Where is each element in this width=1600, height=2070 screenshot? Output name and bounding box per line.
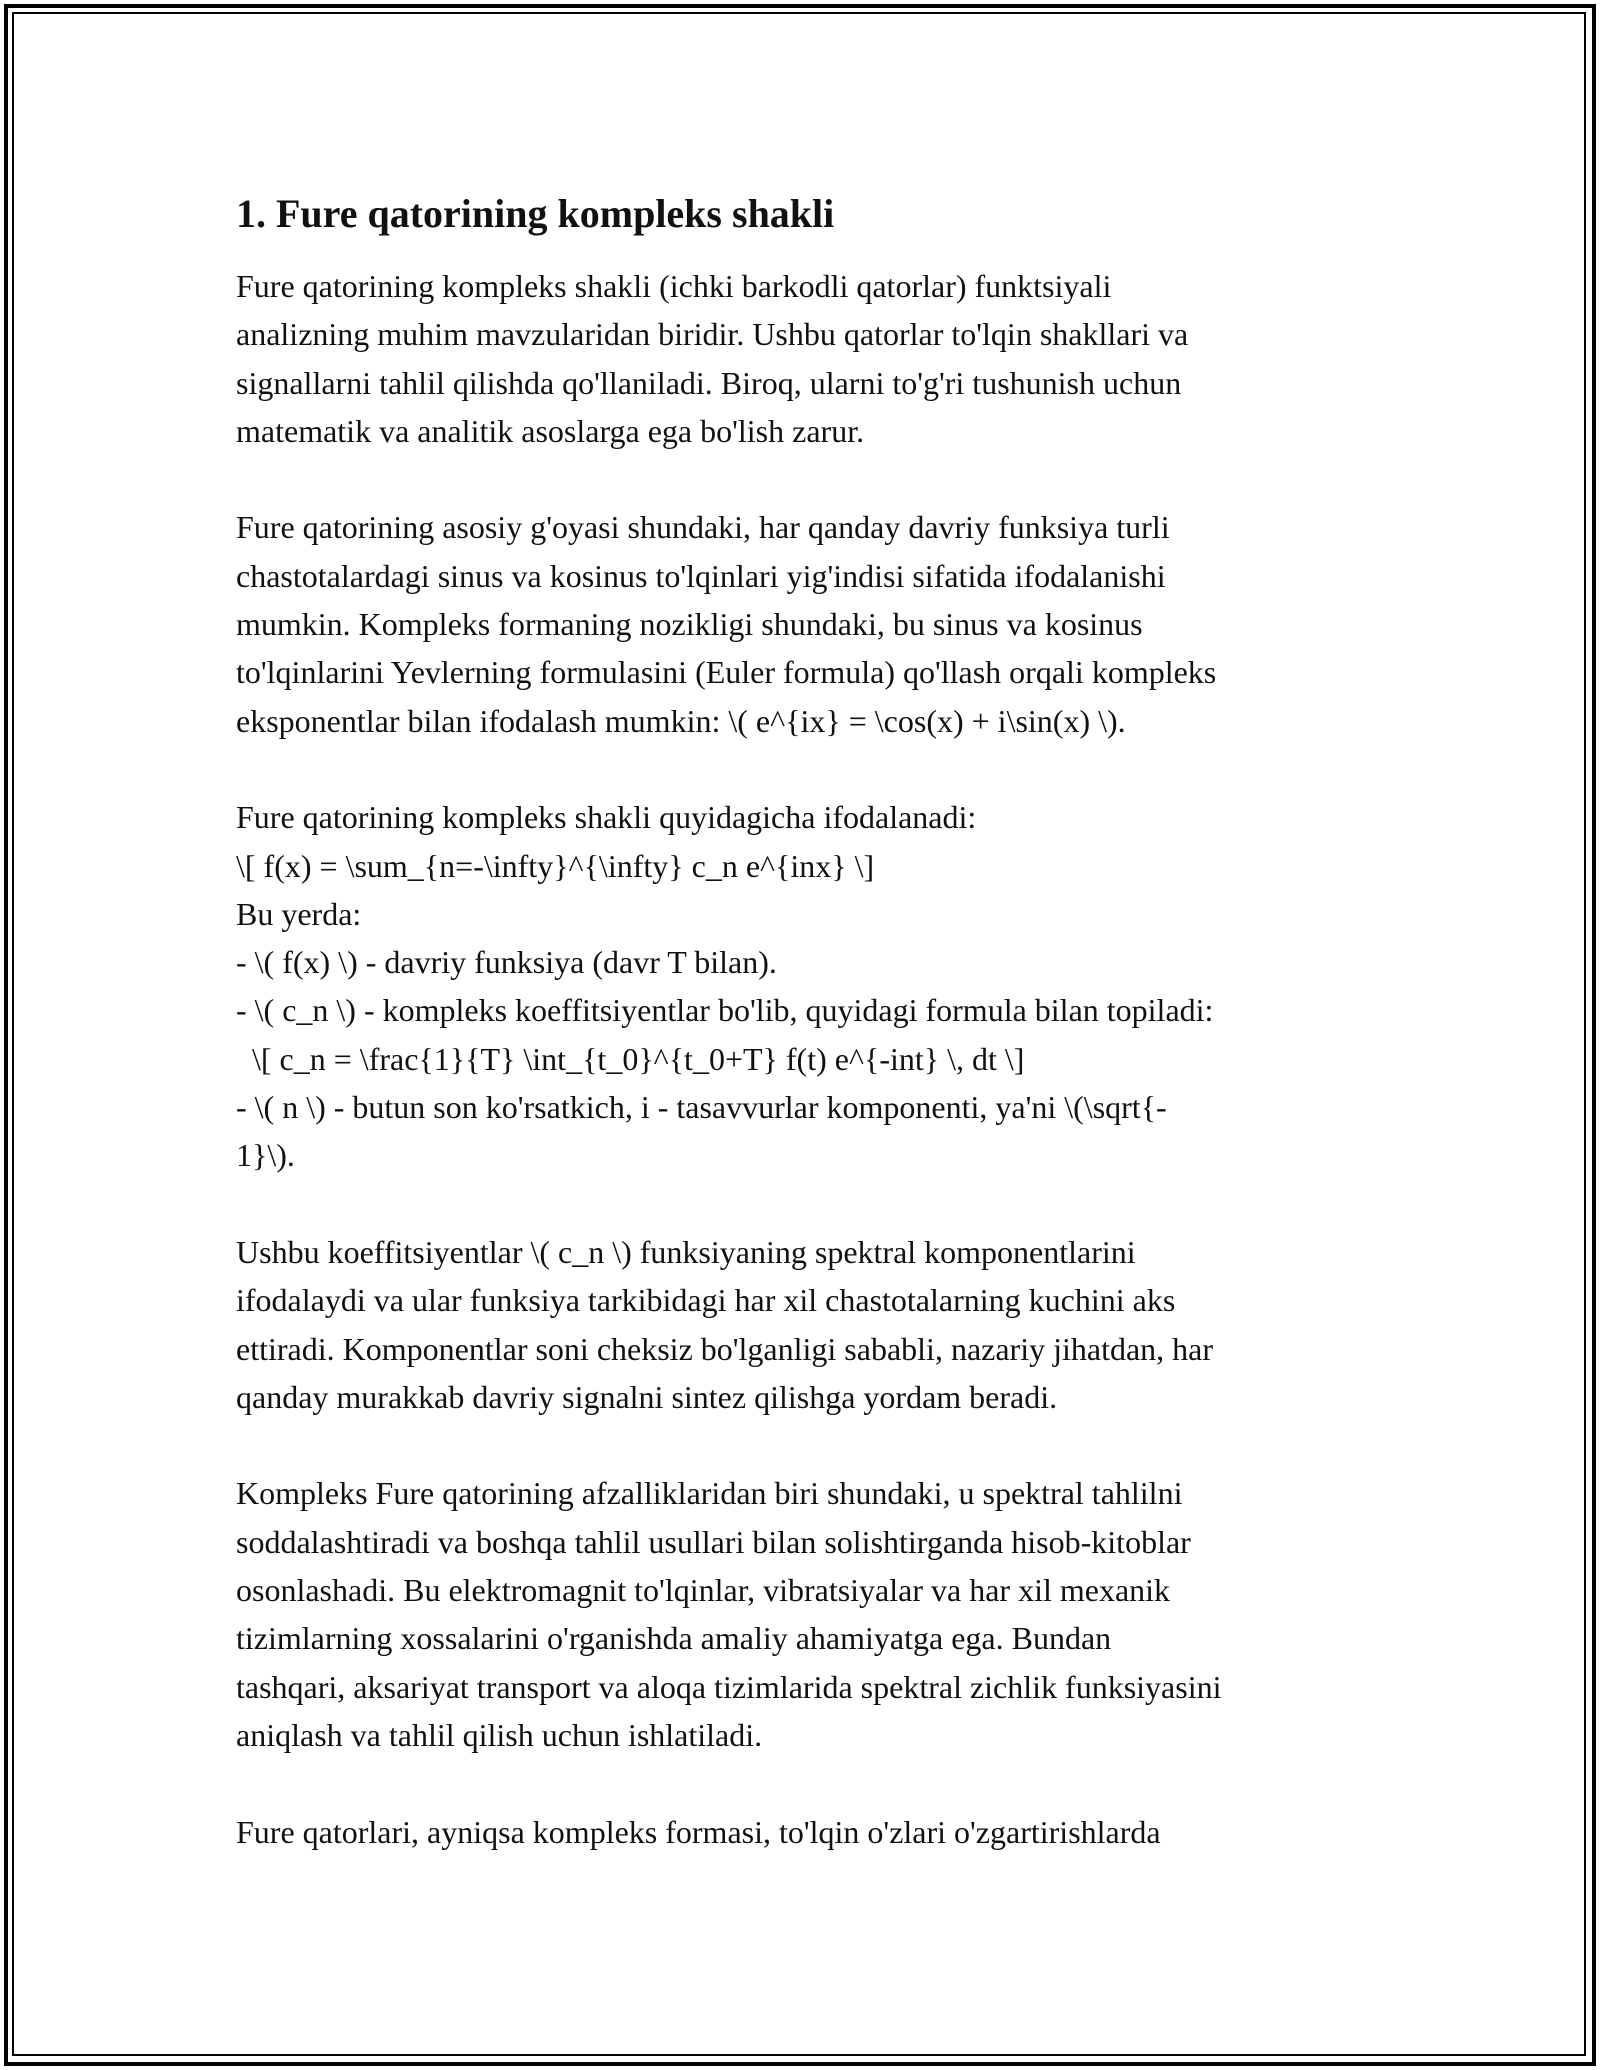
text-line: Ushbu koeffitsiyentlar \( c_n \) funksiyaning spektral komponentlarini: [236, 1233, 1136, 1270]
document-body: [236, 186, 1376, 1904]
euler-formula-line: eksponentlar bilan ifodalash mumkin: \( e^{ix} = \cos(x) + i\sin(x) \).: [236, 702, 1126, 739]
text-line: osonlashadi. Bu elektromagnit to'lqinlar, vibratsiyalar va har xil mexanik: [236, 1572, 1171, 1609]
text-line: signallarni tahlil qilishda qo'llaniladi. Biroq, ularni to'g'ri tushunish uchun: [236, 364, 1182, 401]
text-line: analizning muhim mavzularidan biridir. Ushbu qatorlar to'lqin shakllari va: [236, 316, 1189, 353]
text-line: tizimlarning xossalarini o'rganishda amaliy ahamiyatga ega. Bundan: [236, 1620, 1112, 1657]
text-line: Fure qatorining kompleks shakli (ichki barkodli qatorlar) funktsiyali: [236, 268, 1112, 304]
text-line: Fure qatorining kompleks shakli quyidagicha ifodalanadi:: [236, 799, 977, 836]
text-line: mumkin. Kompleks formaning nozikligi shundaki, bu sinus va kosinus: [236, 606, 1143, 643]
text-line: ettiradi. Komponentlar soni cheksiz bo'lganligi sababli, nazariy jihatdan, har: [236, 1330, 1214, 1367]
text-line: Bu yerda:: [236, 895, 362, 932]
section-heading: 1. Fure qatorining kompleks shakli: [236, 191, 835, 236]
text-line: ifodalaydi va ular funksiya tarkibidagi har xil chastotalarning kuchini aks: [236, 1282, 1176, 1319]
paragraph-coefficients: [236, 1228, 1376, 1421]
text-line: Fure qatorining asosiy g'oyasi shundaki, har qanday davriy funksiya turli: [236, 509, 1170, 546]
text-line: 1}\).: [236, 1137, 295, 1174]
text-line: soddalashtiradi va boshqa tahlil usullari bilan solishtirganda hisob-kitoblar: [236, 1523, 1191, 1560]
text-line: matematik va analitik asoslarga ega bo'lish zarur.: [236, 412, 865, 449]
paragraph-main-idea: [236, 503, 1376, 744]
text-line: chastotalardagi sinus va kosinus to'lqinlari yig'indisi sifatida ifodalanishi: [236, 557, 1166, 594]
paragraph-intro: [236, 262, 1376, 455]
paragraph-continuation: [236, 1808, 1376, 1856]
paragraph-complex-form: [236, 793, 1376, 1179]
text-line: to'lqinlarini Yevlerning formulasini (Euler formula) qo'llash orqali kompleks: [236, 654, 1217, 691]
text-line: Fure qatorlari, ayniqsa kompleks formasi, to'lqin o'zlari o'zgartirishlarda: [236, 1813, 1161, 1850]
definition-item: - \( f(x) \) - davriy funksiya (davr T bilan).: [236, 944, 777, 981]
definition-item: - \( n \) - butun son ko'rsatkich, i - tasavvurlar komponenti, ya'ni \(\sqrt{-: [236, 1089, 1167, 1126]
fourier-series-formula: \[ f(x) = \sum_{n=-\infty}^{\infty} c_n e^{inx} \]: [236, 847, 875, 884]
definition-item: - \( c_n \) - kompleks koeffitsiyentlar bo'lib, quyidagi formula bilan topiladi:: [236, 992, 1214, 1029]
text-line: aniqlash va tahlil qilish uchun ishlatiladi.: [236, 1716, 763, 1753]
coefficient-formula: \[ c_n = \frac{1}{T} \int_{t_0}^{t_0+T} f(t) e^{-int} \, dt \]: [252, 1040, 1025, 1077]
text-line: tashqari, aksariyat transport va aloqa tizimlarida spektral zichlik funksiyasini: [236, 1668, 1222, 1705]
text-line: Kompleks Fure qatorining afzalliklaridan biri shundaki, u spektral tahlilni: [236, 1475, 1183, 1512]
text-line: qanday murakkab davriy signalni sintez qilishga yordam beradi.: [236, 1378, 1058, 1415]
paragraph-advantages: [236, 1469, 1376, 1759]
